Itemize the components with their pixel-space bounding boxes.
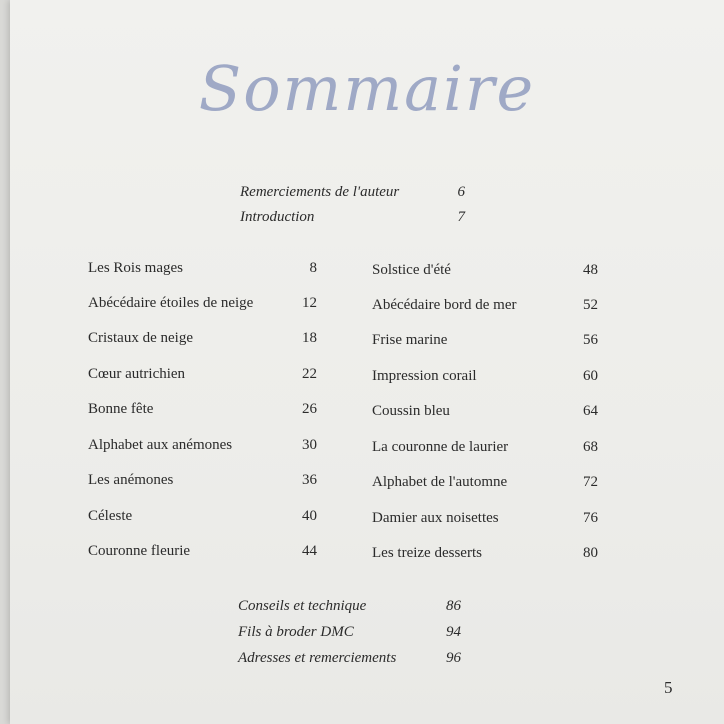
toc-entry-page: 7 xyxy=(457,209,465,225)
toc-entry-label: Solstice d'été xyxy=(372,262,451,278)
toc-entry-label: Adresses et remerciements xyxy=(238,650,397,666)
toc-entry xyxy=(88,437,317,454)
toc-entry-label: Céleste xyxy=(88,508,133,524)
book-page xyxy=(10,0,724,724)
toc-entry-label: Alphabet aux anémones xyxy=(88,437,233,453)
toc-entry xyxy=(372,545,598,562)
toc-entry xyxy=(372,297,598,314)
toc-entry-page: 48 xyxy=(583,262,598,278)
toc-entry-page: 94 xyxy=(446,624,461,640)
toc-entry-label: Abécédaire bord de mer xyxy=(372,297,517,313)
toc-entry-label: Les Rois mages xyxy=(88,260,183,276)
toc-entry xyxy=(372,439,598,456)
toc-entry xyxy=(372,368,598,385)
toc-entry-label: Alphabet de l'automne xyxy=(372,474,508,490)
toc-entry-page: 12 xyxy=(302,295,317,311)
toc-entry-page: 36 xyxy=(302,472,317,488)
toc-entry xyxy=(240,184,465,201)
toc-entry-page: 72 xyxy=(583,474,598,490)
toc-entry-label: Bonne fête xyxy=(88,401,154,417)
toc-entry xyxy=(372,262,598,279)
toc-entry xyxy=(88,543,317,560)
page-number: 5 xyxy=(664,678,673,697)
toc-entry-label: Cristaux de neige xyxy=(88,330,193,346)
toc-entry xyxy=(88,401,317,418)
toc-entry xyxy=(240,209,465,226)
toc-entry-page: 60 xyxy=(583,368,598,384)
toc-entry-page: 26 xyxy=(302,401,317,417)
toc-entry-page: 18 xyxy=(302,330,317,346)
toc-entry xyxy=(88,472,317,489)
toc-entry xyxy=(88,508,317,525)
toc-entry xyxy=(372,510,598,527)
toc-entry-page: 52 xyxy=(583,297,598,313)
toc-entry-label: Coussin bleu xyxy=(372,403,450,419)
toc-entry xyxy=(372,403,598,420)
toc-entry-label: Abécédaire étoiles de neige xyxy=(88,295,254,311)
toc-entry-label: Remerciements de l'auteur xyxy=(240,184,400,200)
toc-entry xyxy=(88,295,317,312)
toc-entry-label: Conseils et technique xyxy=(238,598,367,614)
toc-entry-page: 8 xyxy=(309,260,317,276)
toc-entry-label: Introduction xyxy=(240,209,315,225)
toc-entry-label: Frise marine xyxy=(372,332,448,348)
toc-entry-label: Fils à broder DMC xyxy=(238,624,354,640)
toc-entry xyxy=(372,332,598,349)
toc-entry xyxy=(238,650,461,667)
toc-entry-page: 44 xyxy=(302,543,317,559)
toc-entry-page: 76 xyxy=(583,510,598,526)
toc-entry xyxy=(238,624,461,641)
toc-entry-page: 96 xyxy=(446,650,461,666)
toc-entry-label: Les anémones xyxy=(88,472,174,488)
toc-entry-page: 30 xyxy=(302,437,317,453)
toc-entry xyxy=(88,260,317,277)
toc-entry-page: 40 xyxy=(302,508,317,524)
page-title: Sommaire xyxy=(198,52,536,125)
toc-entry-label: Cœur autrichien xyxy=(88,366,186,382)
toc-entry-page: 6 xyxy=(457,184,465,200)
toc-entry-label: Impression corail xyxy=(372,368,477,384)
toc-entry-page: 68 xyxy=(583,439,598,455)
toc-entry xyxy=(372,474,598,491)
toc-entry-page: 80 xyxy=(583,545,598,561)
toc-entry-label: Damier aux noisettes xyxy=(372,510,499,526)
toc-entry-page: 22 xyxy=(302,366,317,382)
toc-entry-page: 64 xyxy=(583,403,598,419)
toc-entry-page: 86 xyxy=(446,598,461,614)
toc-entry-label: La couronne de laurier xyxy=(372,439,509,455)
toc-entry xyxy=(88,330,317,347)
toc-entry-page: 56 xyxy=(583,332,598,348)
toc-entry xyxy=(238,598,461,615)
toc-entry-label: Couronne fleurie xyxy=(88,543,191,559)
toc-entry-label: Les treize desserts xyxy=(372,545,482,561)
toc-entry xyxy=(88,366,317,383)
